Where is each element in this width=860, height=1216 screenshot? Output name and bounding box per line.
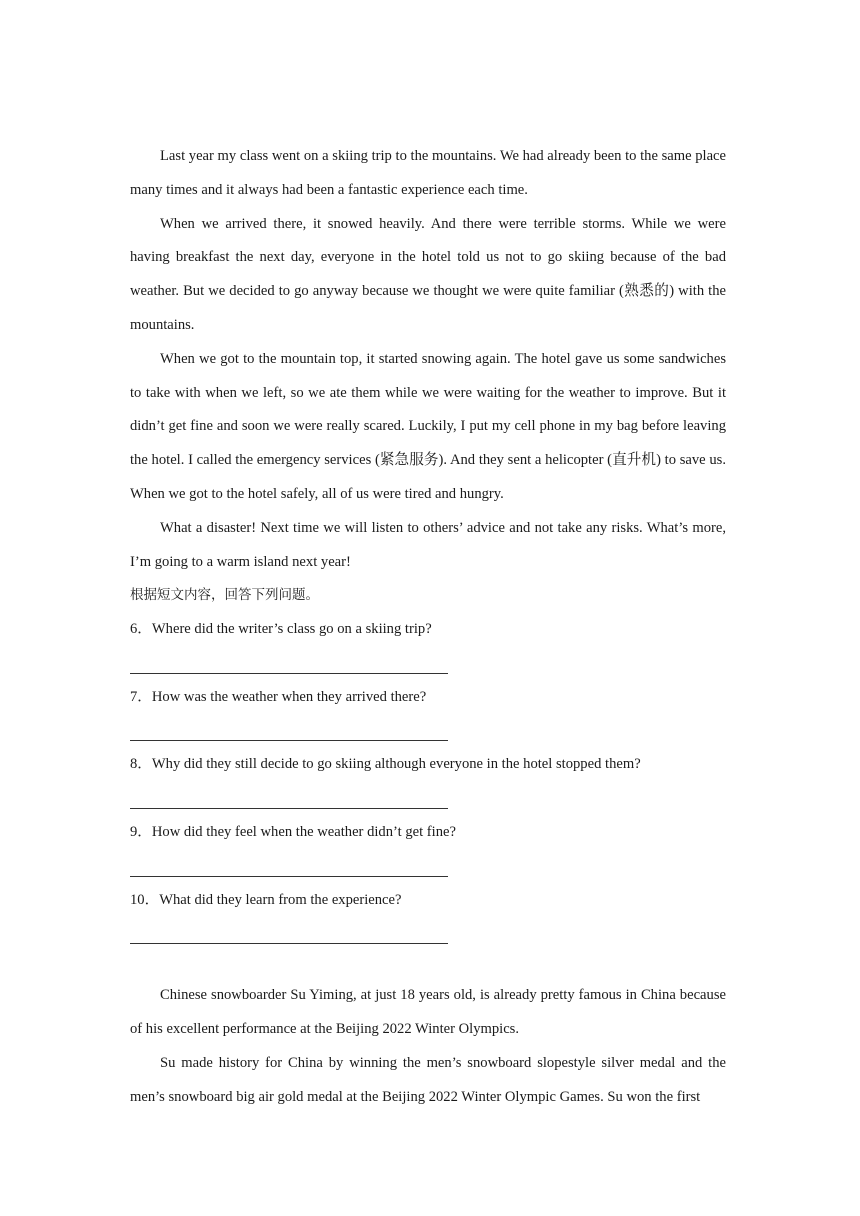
passage1-paragraph-4: What a disaster! Next time we will listen to others’ advice and not take any risks. What’s more, I’m going to a warm island next year! [130,519,726,570]
answer-line-9[interactable] [130,850,726,884]
answer-line-8[interactable] [130,782,726,816]
passage1-paragraph-1: Last year my class went on a skiing trip to the mountains. We had already been to the same place many times and it always had been a fantastic experience each time. [130,148,726,198]
passage1-paragraph-3: When we got to the mountain top, it started snowing again. The hotel gave us some sandwiches to take with when we left, so we ate them while we were waiting for the weather to improve. But it didn’t get fine and soon we were really scared. Luckily, I put my cell phone in my bag before leaving the hotel. I called the emergency services (紧急服务). And they sent a helicopter (直升机) to save us. When we got to the hotel safely, all of us were tired and hungry. [130,350,726,502]
question-9: 9．How did they feel when the weather didn’t get fine? [130,823,456,840]
answer-line-7[interactable] [130,715,726,749]
answer-line-6[interactable] [130,647,726,681]
passage2-paragraph-1: Chinese snowboarder Su Yiming, at just 18 years old, is already pretty famous in China because of his excellent performance at the Beijing 2022 Winter Olympics. [130,987,726,1037]
instruction-text: 根据短文内容，回答下列问题。 [130,587,319,604]
passage1-paragraph-2: When we arrived there, it snowed heavily. And there were terrible storms. While we were having breakfast the next day, everyone in the hotel told us not to go skiing because of the bad weather. But we decided to go anyway because we thought we were quite familiar (熟悉的) with the mountains. [130,215,726,333]
question-8: 8．Why did they still decide to go skiing although everyone in the hotel stopped them? [130,756,641,773]
question-7: 7．How was the weather when they arrived there? [130,688,427,705]
question-10: 10．What did they learn from the experience? [130,891,402,908]
answer-line-10[interactable] [130,917,726,951]
question-6: 6．Where did the writer’s class go on a skiing trip? [130,621,432,638]
passage2-paragraph-2: Su made history for China by winning the men’s snowboard slopestyle silver medal and the men’s snowboard big air gold medal at the Beijing 2022 Winter Olympic Games. Su won the first [130,1054,726,1105]
section-gap [130,951,726,979]
document-page [130,140,726,1114]
